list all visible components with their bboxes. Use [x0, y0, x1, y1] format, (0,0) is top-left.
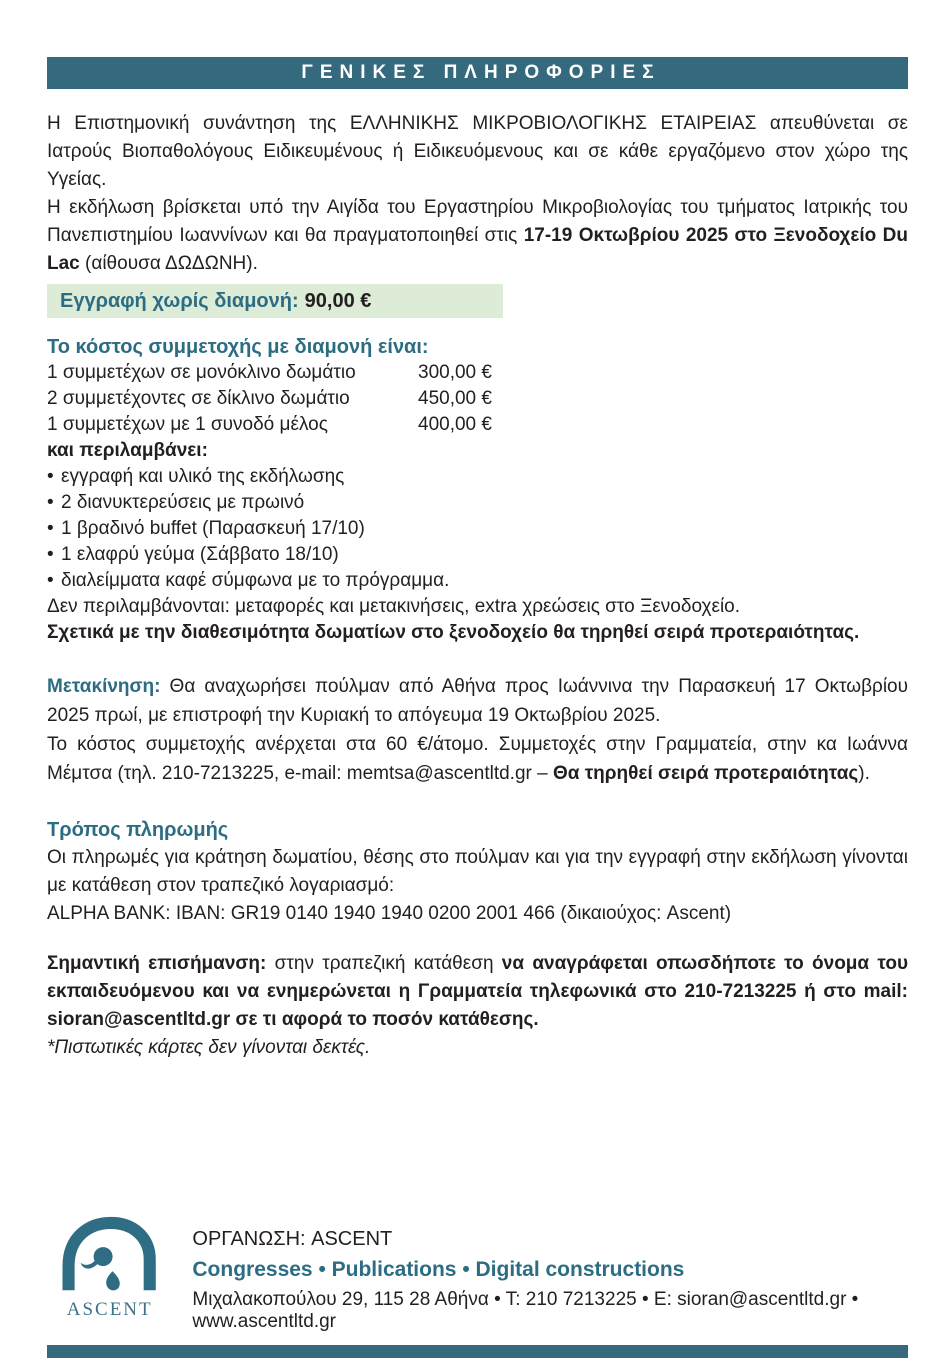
list-item: • διαλείμματα καφέ σύμφωνα με το πρόγραμμα.: [47, 568, 908, 594]
price-row-label: 1 συμμετέχων με 1 συνοδό μέλος: [47, 414, 328, 435]
transport-paragraph-1: Μετακίνηση: Θα αναχωρήσει πούλμαν από Αθήνα προς Ιωάννινα την Παρασκευή 17 Οκτωβρίου 2025 πρωί, με επιστροφή την Κυριακή το απόγευμα 19 Οκτωβρίου 2025.: [47, 676, 908, 726]
bullet-icon: •: [47, 466, 54, 487]
organization-line: ΟΡΓΑΝΩΣΗ: ASCENT: [192, 1228, 393, 1250]
page-title-bar: [47, 57, 908, 89]
costs-heading: Το κόστος συμμετοχής με διαμονή είναι:: [47, 336, 429, 358]
bullet-icon: •: [47, 492, 54, 513]
costs-section: [47, 334, 908, 646]
intro-section: [47, 110, 908, 278]
price-row: [47, 412, 908, 438]
bank-account-line: ALPHA BANK: IBAN: GR19 0140 1940 1940 0200 2001 466 (δικαιούχος: Ascent): [47, 903, 732, 924]
payment-section: [47, 816, 908, 928]
intro-paragraph-1: Η Επιστημονική συνάντηση της ΕΛΛΗΝΙΚΗΣ ΜΙΚΡΟΒΙΟΛΟΓΙΚΗΣ ΕΤΑΙΡΕΙΑΣ απευθύνεται σε Ιατρούς Βιοπαθολόγους Ειδικευμένους ή Ειδικευόμενους και σε κάθε εργαζόμενο στον χώρο της Υγείας.: [47, 113, 908, 190]
price-row-value: 300,00 €: [418, 362, 492, 383]
list-item: • 1 βραδινό buffet (Παρασκευή 17/10): [47, 516, 908, 542]
bullet-icon: •: [47, 518, 54, 539]
list-item: • 1 ελαφρύ γεύμα (Σάββατο 18/10): [47, 542, 908, 568]
ascent-logo: [57, 1216, 162, 1321]
notice-bold-text: να αναγράφεται οπωσδήποτε το όνομα του εκπαιδευόμενου και να ενημερώνεται η Γραμματεία τηλεφωνικά στο 210-7213225 ή στο mail: sioran@ascentltd.gr σε τι αφορά το ποσόν κατάθεσης.: [47, 953, 908, 1030]
transport-paragraph-2: Το κόστος συμμετοχής ανέρχεται στα 60 €/άτομο. Συμμετοχές στην Γραμματεία, στην κα Ιωάννα Μέμτσα (τηλ. 210-7213225, e-mail: memtsa@ascentltd.gr – Θα τηρηθεί σειρά προτεραιότητας).: [47, 734, 908, 784]
list-item: • 2 διανυκτερεύσεις με πρωινό: [47, 490, 908, 516]
price-row-value: 450,00 €: [418, 388, 492, 409]
footer-text-block: [192, 1216, 908, 1333]
intro-paragraph-2: Η εκδήλωση βρίσκεται υπό την Αιγίδα του Εργαστηρίου Μικροβιολογίας του τμήματος Ιατρικής του Πανεπιστημίου Ιωαννίνων και θα πραγματοποιηθεί στις 17-19 Οκτωβρίου 2025 στο Ξενοδοχείο Du Lac (αίθουσα ΔΩΔΩΝΗ).: [47, 197, 908, 274]
notice-label: Σημαντική επισήμανση:: [47, 953, 267, 974]
bottom-accent-bar: [47, 1345, 908, 1358]
bullet-icon: •: [47, 570, 54, 591]
event-date-venue: 17-19 Οκτωβρίου 2025 στο Ξενοδοχείο Du Lac: [47, 225, 908, 274]
price-row: [47, 386, 908, 412]
registration-price: 90,00 €: [304, 289, 372, 312]
transport-label: Μετακίνηση:: [47, 676, 161, 697]
includes-label: και περιλαμβάνει:: [47, 440, 208, 461]
important-notice-section: [47, 950, 908, 1062]
footer: [57, 1216, 908, 1333]
payment-heading: Τρόπος πληρωμής: [47, 819, 229, 841]
credit-cards-note: *Πιστωτικές κάρτες δεν γίνονται δεκτές.: [47, 1037, 371, 1058]
registration-highlight-box: [47, 284, 503, 318]
services-line: Congresses • Publications • Digital constructions: [192, 1258, 685, 1281]
list-item: • εγγραφή και υλικό της εκδήλωσης: [47, 464, 908, 490]
page-title: ΓΕΝΙΚΕΣ ΠΛΗΡΟΦΟΡΙΕΣ: [301, 62, 661, 83]
bullet-icon: •: [47, 544, 54, 565]
price-row: [47, 360, 908, 386]
not-included-note: Δεν περιλαμβάνονται: μεταφορές και μετακινήσεις, extra χρεώσεις στο Ξενοδοχείο.: [47, 596, 741, 617]
price-row-label: 1 συμμετέχων σε μονόκλινο δωμάτιο: [47, 362, 356, 383]
transport-section: [47, 672, 908, 788]
registration-label: Εγγραφή χωρίς διαμονή:: [60, 289, 299, 312]
payment-paragraph: Οι πληρωμές για κράτηση δωματίου, θέσης στο πούλμαν και για την εγγραφή στην εκδήλωση γίνονται με κατάθεση στον τραπεζικό λογαριασμό:: [47, 847, 908, 896]
address-contact-line: Μιχαλακοπούλου 29, 115 28 Αθήνα • Τ: 210 7213225 • Ε: sioran@ascentltd.gr • www.ascentltd.gr: [192, 1289, 859, 1332]
priority-note: Θα τηρηθεί σειρά προτεραιότητας: [552, 763, 859, 784]
price-row-label: 2 συμμετέχοντες σε δίκλινο δωμάτιο: [47, 388, 350, 409]
availability-note: Σχετικά με την διαθεσιμότητα δωματίων στο ξενοδοχείο θα τηρηθεί σειρά προτεραιότητας.: [47, 622, 860, 643]
notice-paragraph: Σημαντική επισήμανση: στην τραπεζική κατάθεση να αναγράφεται οπωσδήποτε το όνομα του εκπαιδευόμενου και να ενημερώνεται η Γραμματεία τηλεφωνικά στο 210-7213225 ή στο mail: sioran@ascentltd.gr σε τι αφορά το ποσόν κατάθεσης.: [47, 953, 908, 1030]
price-row-value: 400,00 €: [418, 414, 492, 435]
ascent-logo-word: ASCENT: [66, 1299, 153, 1320]
ascent-logo-icon: [58, 1216, 162, 1292]
